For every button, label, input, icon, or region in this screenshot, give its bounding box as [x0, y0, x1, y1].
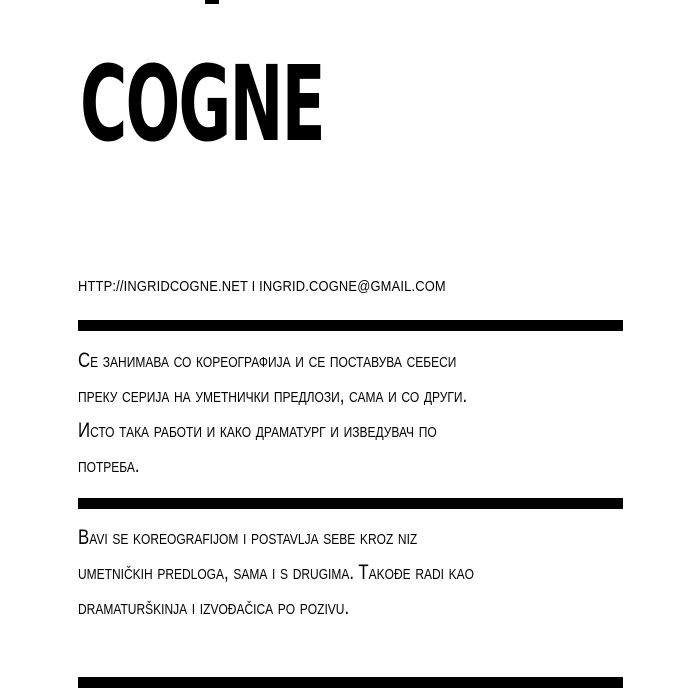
- divider-rule: [78, 677, 623, 688]
- bio-serbian-line: dramaturškinja i izvođačica po pozivu.: [78, 596, 350, 619]
- divider-rule: [78, 320, 623, 331]
- bio-serbian: [78, 520, 622, 625]
- bio-macedonian-line: преку серија на уметнички предлози, сама и со други.: [78, 384, 468, 407]
- bio-serbian-line: Bavi se koreografijom i postavlja sebe kroz niz: [78, 526, 418, 549]
- bio-macedonian-line: Исто така работи и како драматург и изведувач по: [78, 419, 437, 442]
- bio-macedonian: [78, 343, 622, 483]
- cropped-glyph-fragment: [205, 0, 219, 4]
- contact-line: HTTP://INGRIDCOGNE.NET I INGRID.COGNE@GMAIL.COM: [78, 278, 446, 295]
- bio-macedonian-line: потреба.: [78, 454, 140, 477]
- bio-serbian-line: umetničkih predloga, sama i s drugima. Takođe radi kao: [78, 561, 475, 584]
- divider-rule: [78, 498, 623, 509]
- page-title: COGNE: [80, 43, 324, 165]
- bio-macedonian-line: Се занимава со кореографија и се поставува себеси: [78, 349, 457, 372]
